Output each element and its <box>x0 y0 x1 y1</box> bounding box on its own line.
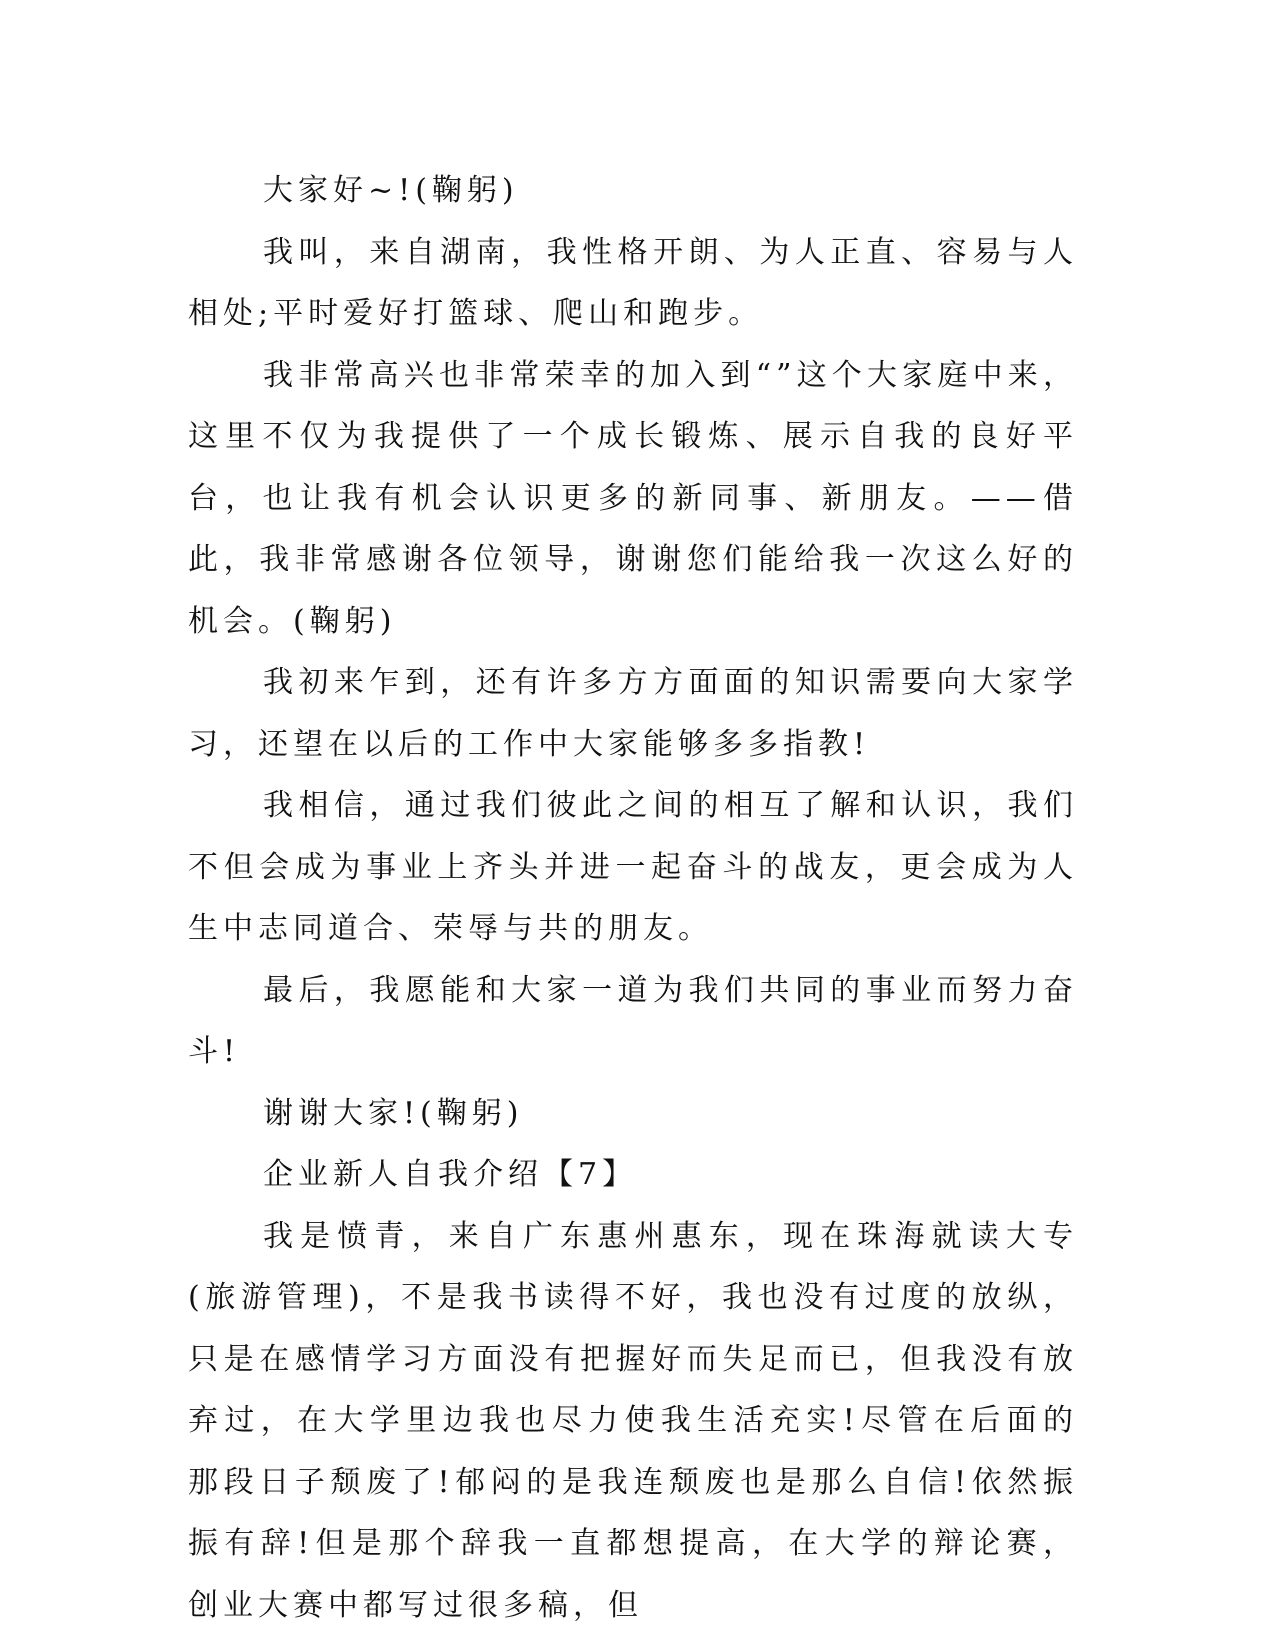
closing-paragraph: 最后，我愿能和大家一道为我们共同的事业而努力奋斗! <box>188 972 1078 1069</box>
greeting-paragraph: 大家好~!(鞠躬) <box>263 173 519 208</box>
document-body <box>188 160 1078 1636</box>
section-heading: 企业新人自我介绍【7】 <box>263 1157 638 1192</box>
learning-paragraph: 我初来乍到，还有许多方方面面的知识需要向大家学习，还望在以后的工作中大家能够多多指教! <box>188 665 1078 762</box>
thanks-paragraph: 谢谢大家!(鞠躬) <box>263 1095 524 1131</box>
intro-paragraph: 我叫，来自湖南，我性格开朗、为人正直、容易与人相处;平时爱好打篮球、爬山和跑步。 <box>188 234 1078 331</box>
second-intro-paragraph: 我是愤青，来自广东惠州惠东，现在珠海就读大专(旅游管理)，不是我书读得不好，我也没有过度的放纵，只是在感情学习方面没有把握好而失足而已，但我没有放弃过，在大学里边我也尽力使我生活充实!尽管在后面的那段日子颓废了!郁闷的是我连颓废也是那么自信!依然振振有辞!但是那个辞我一直都想提高，在大学的辩论赛，创业大赛中都写过很多稿，但 <box>188 1218 1078 1623</box>
belief-paragraph: 我相信，通过我们彼此之间的相互了解和认识，我们不但会成为事业上齐头并进一起奋斗的战友，更会成为人生中志同道合、荣辱与共的朋友。 <box>188 788 1078 946</box>
joining-paragraph: 我非常高兴也非常荣幸的加入到“”这个大家庭中来，这里不仅为我提供了一个成长锻炼、展示自我的良好平台，也让我有机会认识更多的新同事、新朋友。——借此，我非常感谢各位领导，谢谢您们能给我一次这么好的机会。(鞠躬) <box>188 357 1078 639</box>
